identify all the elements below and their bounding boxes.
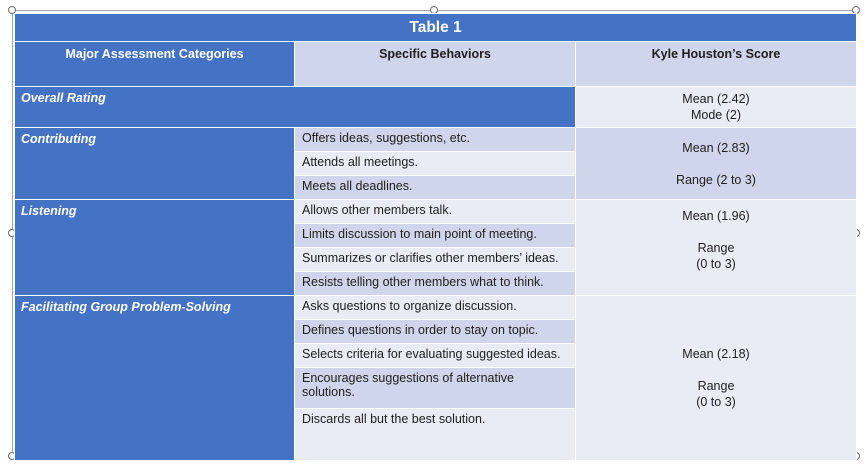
- behavior-row: Encourages suggestions of alternative solutions.: [295, 368, 576, 409]
- behavior-row: Meets all deadlines.: [295, 176, 576, 200]
- table-title: Table 1: [15, 14, 857, 42]
- header-score: Kyle Houston’s Score: [576, 42, 857, 87]
- score-contributing-mean: Mean (2.83): [682, 140, 750, 155]
- behavior-row: Summarizes or clarifies other members’ ideas.: [295, 248, 576, 272]
- behavior-row: Offers ideas, suggestions, etc.: [295, 128, 576, 152]
- score-facilitating-range: Range: [697, 379, 735, 393]
- assessment-table: [14, 13, 857, 461]
- behavior-row: Discards all but the best solution.: [295, 409, 576, 461]
- score-listening-range-values: (0 to 3): [696, 257, 736, 271]
- behavior-row: Resists telling other members what to think.: [295, 272, 576, 296]
- score-facilitating-range-values: (0 to 3): [696, 395, 736, 409]
- header-categories: Major Assessment Categories: [15, 42, 295, 87]
- score-contributing-range: Range (2 to 3): [676, 172, 756, 187]
- category-overall: Overall Rating: [15, 87, 576, 128]
- behavior-row: Allows other members talk.: [295, 200, 576, 224]
- category-listening: Listening: [15, 200, 295, 296]
- score-listening: [576, 200, 857, 296]
- score-contributing: [576, 128, 857, 200]
- score-listening-range: Range: [697, 241, 735, 255]
- behavior-row: Selects criteria for evaluating suggested ideas.: [295, 344, 576, 368]
- category-contributing: Contributing: [15, 128, 295, 200]
- score-overall-mean: Mean (2.42): [682, 92, 750, 106]
- category-facilitating: Facilitating Group Problem-Solving: [15, 296, 295, 461]
- score-overall-mode: Mode (2): [690, 108, 742, 122]
- behavior-row: Defines questions in order to stay on topic.: [295, 320, 576, 344]
- behavior-row: Asks questions to organize discussion.: [295, 296, 576, 320]
- behavior-row: Limits discussion to main point of meeting.: [295, 224, 576, 248]
- score-facilitating-mean: Mean (2.18): [682, 347, 750, 361]
- score-listening-mean: Mean (1.96): [682, 209, 750, 223]
- score-overall: [576, 87, 857, 128]
- behavior-row: Attends all meetings.: [295, 152, 576, 176]
- score-facilitating: [576, 296, 857, 461]
- header-behaviors: Specific Behaviors: [295, 42, 576, 87]
